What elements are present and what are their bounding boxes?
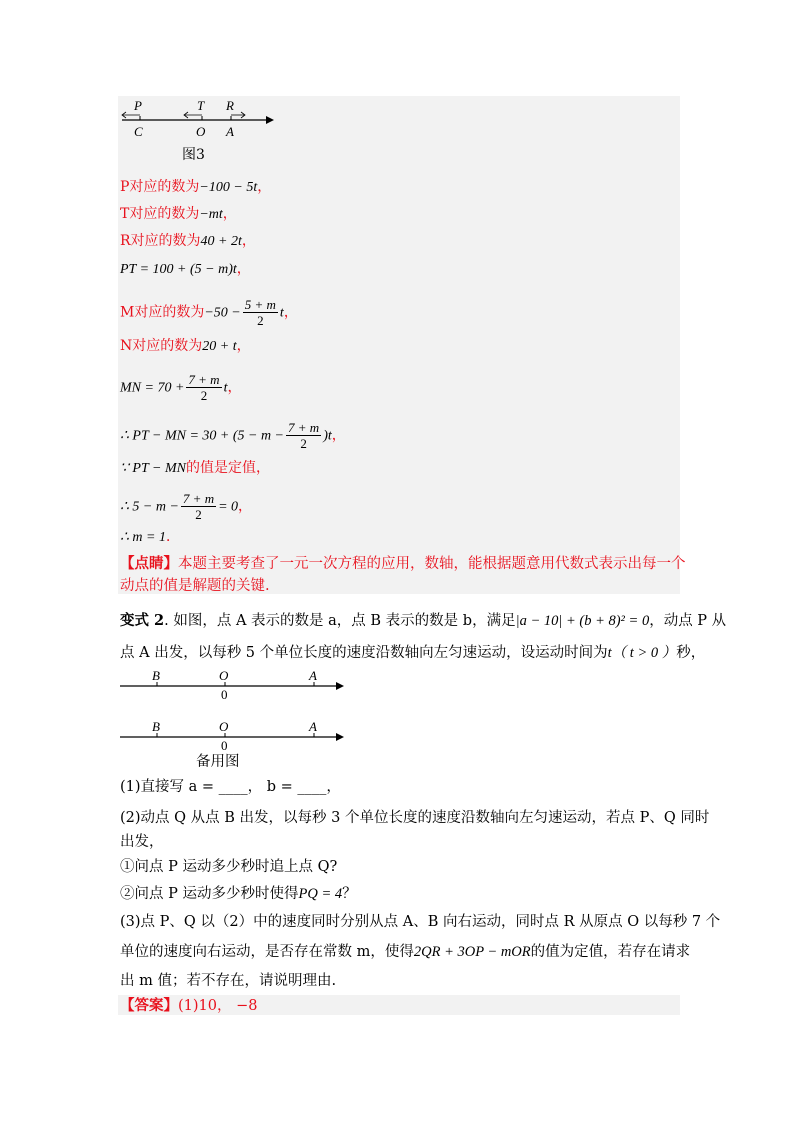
- question-2-part-b: ②问点 P 运动多少秒时使得PQ = 4？: [120, 886, 357, 902]
- figure-3-caption: 图3: [182, 147, 205, 163]
- solution-mn: MN = 70 + $\frac{7 + m}{2}$ t，: [120, 372, 242, 403]
- axis2-label-o: O: [219, 719, 229, 734]
- solution-difference: ∴ PT − MN = 30 + (5 − m − $\frac{7 + m}{2}$ )t，: [120, 420, 346, 451]
- solution-constant: ∵ PT − MN的值是定值，: [120, 460, 270, 476]
- question-2-line-1: (2)动点 Q 从点 B 出发，以每秒 3 个单位长度的速度沿数轴向左匀速运动，若点 P、Q 同时: [120, 810, 710, 826]
- fig3-label-p: P: [134, 98, 142, 113]
- comment-line-2: 动点的值是解题的关键.: [120, 578, 270, 594]
- fig3-label-a: A: [226, 124, 234, 139]
- variant-line-1: 变式 2. 如图，点 A 表示的数是 a，点 B 表示的数是 b，满足|a − 10| + (b + 8)² = 0，动点 P 从: [120, 612, 727, 629]
- fig3-label-c: C: [134, 124, 143, 139]
- backup-figure-caption: 备用图: [196, 754, 240, 770]
- axis1-label-a: A: [309, 668, 317, 683]
- solution-p: P对应的数为−100 − 5t，: [120, 179, 272, 195]
- solution-pt: PT = 100 + (5 − m)t，: [120, 261, 251, 277]
- fig3-label-t: T: [197, 98, 205, 113]
- solution-m-result: ∴ m = 1．: [120, 529, 180, 545]
- number-line-backup: [118, 716, 348, 754]
- question-3-line-2: 单位的速度向右运动，是否存在常数 m，使得2QR + 3OP − mOR的值为定值，若存在请求: [120, 944, 691, 960]
- question-2-line-2: 出发，: [120, 834, 164, 850]
- fig3-label-o: O: [196, 124, 206, 139]
- axis1-label-o: O: [219, 668, 229, 683]
- question-3-line-3: 出 m 值；若不存在，请说明理由.: [120, 973, 337, 989]
- axis2-label-a: A: [309, 719, 317, 734]
- answer-line: 【答案】(1)10， −8: [120, 997, 258, 1014]
- axis1-label-b: B: [152, 668, 160, 683]
- question-3-line-1: (3)点 P、Q 以（2）中的速度同时分别从点 A、B 向右运动，同时点 R 从原点 O 以每秒 7 个: [120, 914, 721, 930]
- solution-t: T对应的数为−mt，: [120, 206, 237, 222]
- comment-line-1: 【点睛】本题主要考查了一元一次方程的应用，数轴，能根据题意用代数式表示出每一个: [120, 555, 686, 572]
- solution-r: R对应的数为40 + 2t，: [120, 233, 256, 249]
- fig3-label-r: R: [226, 98, 234, 113]
- number-line-main: [118, 665, 348, 703]
- solution-equation: ∴ 5 − m − $\frac{7 + m}{2}$ = 0，: [120, 491, 253, 522]
- axis2-zero: 0: [221, 738, 228, 753]
- axis2-label-b: B: [152, 719, 160, 734]
- solution-n: N对应的数为20 + t，: [120, 338, 251, 354]
- axis1-zero: 0: [221, 687, 228, 702]
- variant-line-2: 点 A 出发，以每秒 5 个单位长度的速度沿数轴向左匀速运动，设运动时间为t（ t > 0 ）秒，: [120, 645, 706, 661]
- question-1: (1)直接写 a = ____， b = ____，: [120, 779, 341, 795]
- question-2-part-a: ①问点 P 运动多少秒时追上点 Q?: [120, 859, 338, 875]
- solution-m: M对应的数为−50 − $\frac{5 + m}{2}$ t，: [120, 297, 298, 328]
